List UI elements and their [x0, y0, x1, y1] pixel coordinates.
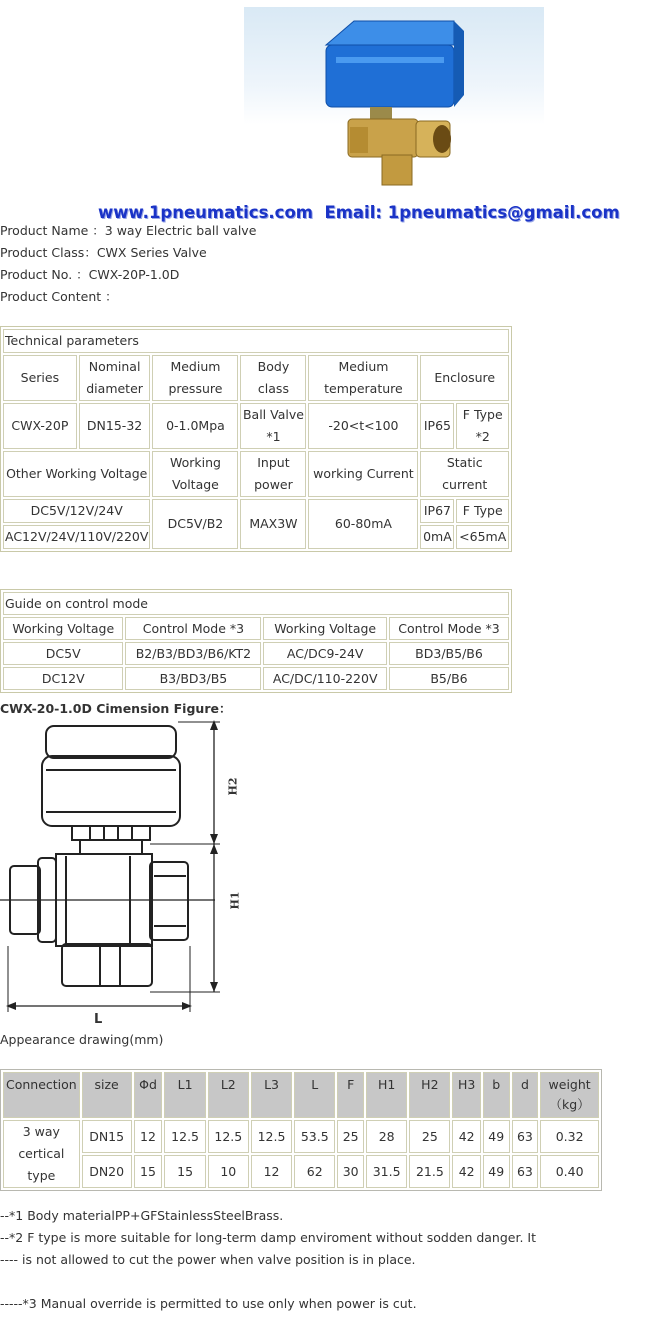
wh-11: b [483, 1072, 510, 1118]
th-working-current: working Current [308, 451, 418, 497]
wh-4: L2 [208, 1072, 249, 1118]
cell: AC/DC/110-220V [263, 667, 387, 690]
cell: 12.5 [164, 1120, 205, 1153]
dim-l-label: L [94, 1012, 103, 1027]
val-working-voltage: DC5V/B2 [152, 499, 238, 549]
th-input-power: Input power [240, 451, 306, 497]
cell: 12 [251, 1155, 292, 1188]
val-ftype-2: F Type [456, 499, 509, 523]
table-row [3, 1120, 599, 1153]
cell: 12 [134, 1120, 163, 1153]
val-input-power: MAX3W [240, 499, 306, 549]
cell: 15 [164, 1155, 205, 1188]
val-series: CWX-20P [3, 403, 77, 449]
cell: 62 [294, 1155, 335, 1188]
dim-h2-label: H2 [226, 777, 240, 796]
cell: 28 [366, 1120, 407, 1153]
val-ip67: IP67 [420, 499, 454, 523]
th-medium-temperature: Medium temperature [308, 355, 418, 401]
th-working-voltage: Working Voltage [152, 451, 238, 497]
val-ftype: F Type *2 [456, 403, 509, 449]
product-class: Product Class：CWX Series Valve [0, 245, 207, 260]
cell: 10 [208, 1155, 249, 1188]
wh-3: L1 [164, 1072, 205, 1118]
product-content: Product Content ： [0, 289, 118, 304]
guide-h1: Working Voltage [3, 617, 123, 640]
guide-h4: Control Mode *3 [389, 617, 509, 640]
dimension-drawing [0, 716, 250, 1033]
valve-illustration [244, 7, 544, 203]
contact-banner: www.1pneumatics.com Email: 1pneumatics@gmail.com [98, 203, 620, 222]
cell: 63 [512, 1120, 539, 1153]
cell: 42 [452, 1120, 480, 1153]
wh-0: Connection [3, 1072, 80, 1118]
th-nominal: Nominal diameter [79, 355, 151, 401]
tech-title: Technical parameters [3, 329, 509, 353]
cell: 31.5 [366, 1155, 407, 1188]
technical-parameters-table [0, 326, 512, 552]
th-body-class: Body class [240, 355, 306, 401]
wh-13: weight （kg） [540, 1072, 599, 1118]
cell: AC/DC9-24V [263, 642, 387, 665]
product-no: Product No. ：CWX-20P-1.0D [0, 267, 180, 282]
cell: B2/B3/BD3/B6/KT2 [125, 642, 261, 665]
th-static-current: Static current [420, 451, 509, 497]
table-row [3, 642, 509, 665]
cell: 25 [409, 1120, 450, 1153]
val-65ma: <65mA [456, 525, 509, 549]
wh-9: H2 [409, 1072, 450, 1118]
val-pressure: 0-1.0Mpa [152, 403, 238, 449]
val-dc: DC5V/12V/24V [3, 499, 150, 523]
wh-7: F [337, 1072, 364, 1118]
control-mode-table [0, 589, 512, 693]
cell: DC5V [3, 642, 123, 665]
wh-10: H3 [452, 1072, 480, 1118]
guide-h3: Working Voltage [263, 617, 387, 640]
cell: 49 [483, 1155, 510, 1188]
cell: 49 [483, 1120, 510, 1153]
wh-8: H1 [366, 1072, 407, 1118]
cell: 30 [337, 1155, 364, 1188]
cell: 0.32 [540, 1120, 599, 1153]
cell: BD3/B5/B6 [389, 642, 509, 665]
guide-title: Guide on control mode [3, 592, 509, 615]
th-other-voltage: Other Working Voltage [3, 451, 150, 497]
dimension-title: CWX-20-1.0D Cimension Figure： [0, 701, 232, 716]
table-row [3, 1155, 599, 1188]
dim-h1-label: H1 [228, 891, 242, 910]
val-0ma: 0mA [420, 525, 454, 549]
cell: B5/B6 [389, 667, 509, 690]
cell: 12.5 [251, 1120, 292, 1153]
product-photo [244, 7, 544, 203]
cell: B3/BD3/B5 [125, 667, 261, 690]
cell: 42 [452, 1155, 480, 1188]
th-series: Series [3, 355, 77, 401]
cell: 0.40 [540, 1155, 599, 1188]
th-enclosure: Enclosure [420, 355, 509, 401]
note-1: --*1 Body materialPP+GFStainlessSteelBrass. [0, 1208, 284, 1223]
wh-5: L3 [251, 1072, 292, 1118]
cell: 63 [512, 1155, 539, 1188]
wh-2: Φd [134, 1072, 163, 1118]
wh-6: L [294, 1072, 335, 1118]
cell: 53.5 [294, 1120, 335, 1153]
val-temp: -20<t<100 [308, 403, 418, 449]
cell: DN20 [82, 1155, 132, 1188]
cell: 12.5 [208, 1120, 249, 1153]
cell: 25 [337, 1120, 364, 1153]
note-2: --*2 F type is more suitable for long-term damp enviroment without sodden danger. It [0, 1230, 537, 1245]
val-working-current: 60-80mA [308, 499, 418, 549]
appearance-caption: Appearance drawing(mm) [0, 1032, 164, 1047]
wh-1: size [82, 1072, 132, 1118]
wh-12: d [512, 1072, 539, 1118]
table-row [3, 667, 509, 690]
note-3: ---- is not allowed to cut the power when valve position is in place. [0, 1252, 416, 1267]
type-label: 3 way certical type [3, 1120, 80, 1188]
cell: DC12V [3, 667, 123, 690]
val-dn: DN15-32 [79, 403, 151, 449]
note-4: -----*3 Manual override is permitted to use only when power is cut. [0, 1296, 417, 1311]
th-medium-pressure: Medium pressure [152, 355, 238, 401]
cell: 15 [134, 1155, 163, 1188]
val-ip65: IP65 [420, 403, 454, 449]
val-ac: AC12V/24V/110V/220V [3, 525, 150, 549]
cell: 21.5 [409, 1155, 450, 1188]
dimension-table [0, 1069, 602, 1191]
product-name: Product Name ：3 way Electric ball valve [0, 223, 257, 238]
val-body: Ball Valve *1 [240, 403, 306, 449]
cell: DN15 [82, 1120, 132, 1153]
guide-h2: Control Mode *3 [125, 617, 261, 640]
